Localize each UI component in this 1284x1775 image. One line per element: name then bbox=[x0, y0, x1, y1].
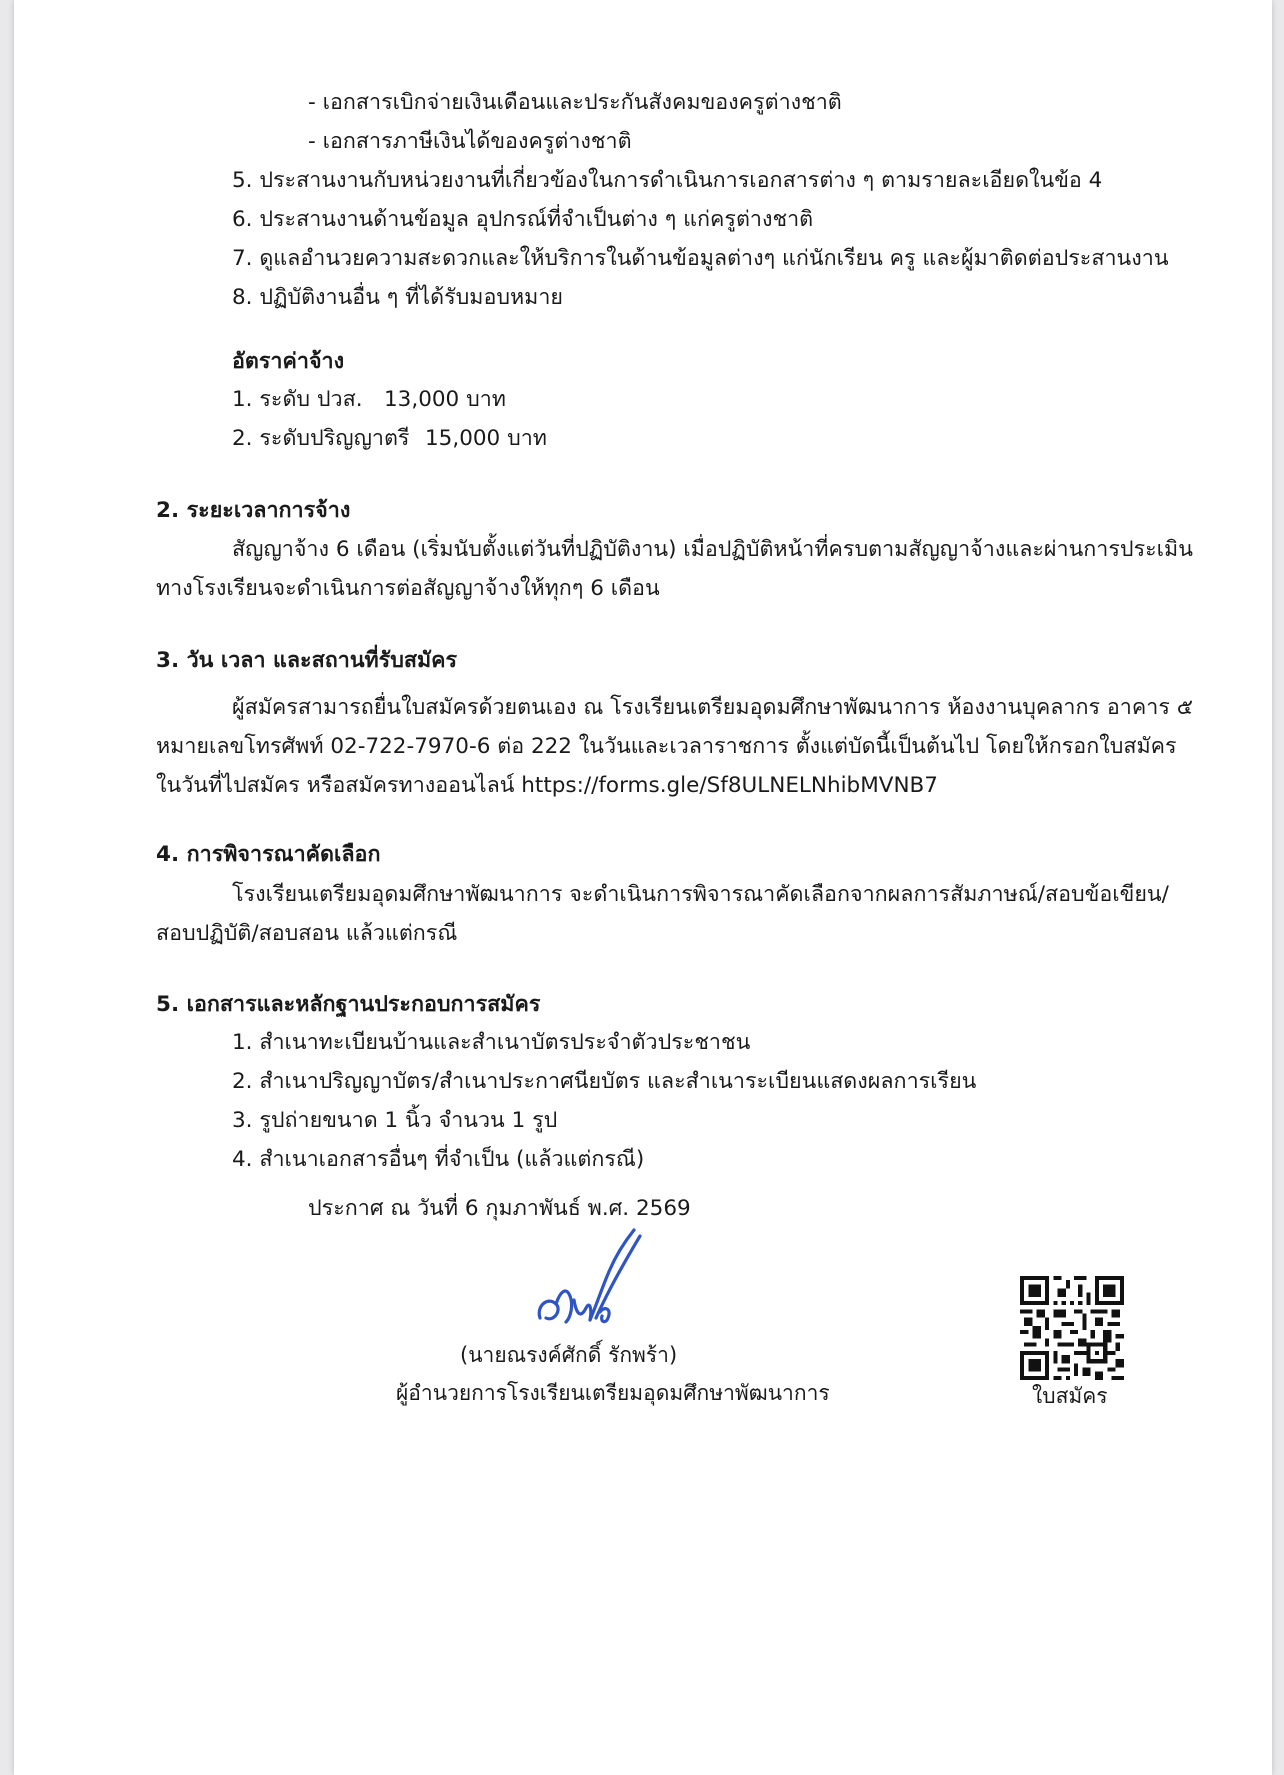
paragraph-line: สอบปฏิบัติ/สอบสอน แล้วแต่กรณี bbox=[156, 921, 458, 946]
announcement-date: ประกาศ ณ วันที่ 6 กุมภาพันธ์ พ.ศ. 2569 bbox=[308, 1196, 691, 1221]
paragraph-line: หมายเลขโทรศัพท์ 02-722-7970-6 ต่อ 222 ในวันและเวลาราชการ ตั้งแต่บัดนี้เป็นต้นไป โดยให้กรอกใบสมัคร bbox=[156, 734, 1177, 759]
section-4-heading: 4. การพิจารณาคัดเลือก bbox=[156, 842, 381, 867]
paragraph-line: ในวันที่ไปสมัคร หรือสมัครทางออนไลน์ https://forms.gle/Sf8ULNELNhibMVNB7 bbox=[156, 773, 938, 798]
duty-sub-item: - เอกสารเบิกจ่ายเงินเดือนและประกันสังคมของครูต่างชาติ bbox=[308, 90, 842, 115]
document-item: 1. สำเนาทะเบียนบ้านและสำเนาบัตรประจำตัวประชาชน bbox=[232, 1030, 751, 1055]
duty-item: 7. ดูแลอำนวยความสะดวกและให้บริการในด้านข้อมูลต่างๆ แก่นักเรียน ครู และผู้มาติดต่อประสานงาน bbox=[232, 246, 1169, 271]
qr-caption: ใบสมัคร bbox=[1032, 1384, 1108, 1408]
section-5-heading: 5. เอกสารและหลักฐานประกอบการสมัคร bbox=[156, 992, 541, 1017]
duty-item: 6. ประสานงานด้านข้อมูล อุปกรณ์ที่จำเป็นต่าง ๆ แก่ครูต่างชาติ bbox=[232, 207, 814, 232]
wage-heading: อัตราค่าจ้าง bbox=[232, 349, 345, 374]
duty-item: 5. ประสานงานกับหน่วยงานที่เกี่ยวข้องในการดำเนินการเอกสารต่าง ๆ ตามรายละเอียดในข้อ 4 bbox=[232, 168, 1103, 193]
document-page bbox=[14, 0, 1272, 1775]
paragraph-line: ทางโรงเรียนจะดำเนินการต่อสัญญาจ้างให้ทุกๆ 6 เดือน bbox=[156, 576, 660, 601]
section-3-heading: 3. วัน เวลา และสถานที่รับสมัคร bbox=[156, 648, 458, 673]
document-item: 4. สำเนาเอกสารอื่นๆ ที่จำเป็น (แล้วแต่กรณี) bbox=[232, 1147, 645, 1172]
wage-item-label: 2. ระดับปริญญาตรี bbox=[232, 426, 410, 451]
signature-icon bbox=[530, 1226, 650, 1336]
qr-code-icon[interactable] bbox=[1020, 1276, 1124, 1380]
paragraph-line: โรงเรียนเตรียมอุดมศึกษาพัฒนาการ จะดำเนินการพิจารณาคัดเลือกจากผลการสัมภาษณ์/สอบข้อเขียน/ bbox=[232, 882, 1169, 907]
paragraph-line: ผู้สมัครสามารถยื่นใบสมัครด้วยตนเอง ณ โรงเรียนเตรียมอุดมศึกษาพัฒนาการ ห้องงานบุคลากร อาคาร ๕ bbox=[232, 695, 1193, 720]
document-item: 3. รูปถ่ายขนาด 1 นิ้ว จำนวน 1 รูป bbox=[232, 1108, 558, 1133]
wage-item-amount: 13,000 บาท bbox=[384, 387, 506, 412]
paragraph-line: สัญญาจ้าง 6 เดือน (เริ่มนับตั้งแต่วันที่ปฏิบัติงาน) เมื่อปฏิบัติหน้าที่ครบตามสัญญาจ้างและผ่านการประเมิน bbox=[232, 537, 1193, 562]
wage-item-label: 1. ระดับ ปวส. bbox=[232, 387, 363, 412]
signatory-title: ผู้อำนวยการโรงเรียนเตรียมอุดมศึกษาพัฒนาการ bbox=[396, 1381, 830, 1405]
section-2-heading: 2. ระยะเวลาการจ้าง bbox=[156, 498, 351, 523]
wage-item-amount: 15,000 บาท bbox=[425, 426, 547, 451]
document-item: 2. สำเนาปริญญาบัตร/สำเนาประกาศนียบัตร และสำเนาระเบียนแสดงผลการเรียน bbox=[232, 1069, 977, 1094]
signatory-name: (นายณรงค์ศักดิ์ รักพร้า) bbox=[460, 1343, 678, 1367]
duty-sub-item: - เอกสารภาษีเงินได้ของครูต่างชาติ bbox=[308, 129, 632, 154]
duty-item: 8. ปฏิบัติงานอื่น ๆ ที่ได้รับมอบหมาย bbox=[232, 285, 564, 310]
